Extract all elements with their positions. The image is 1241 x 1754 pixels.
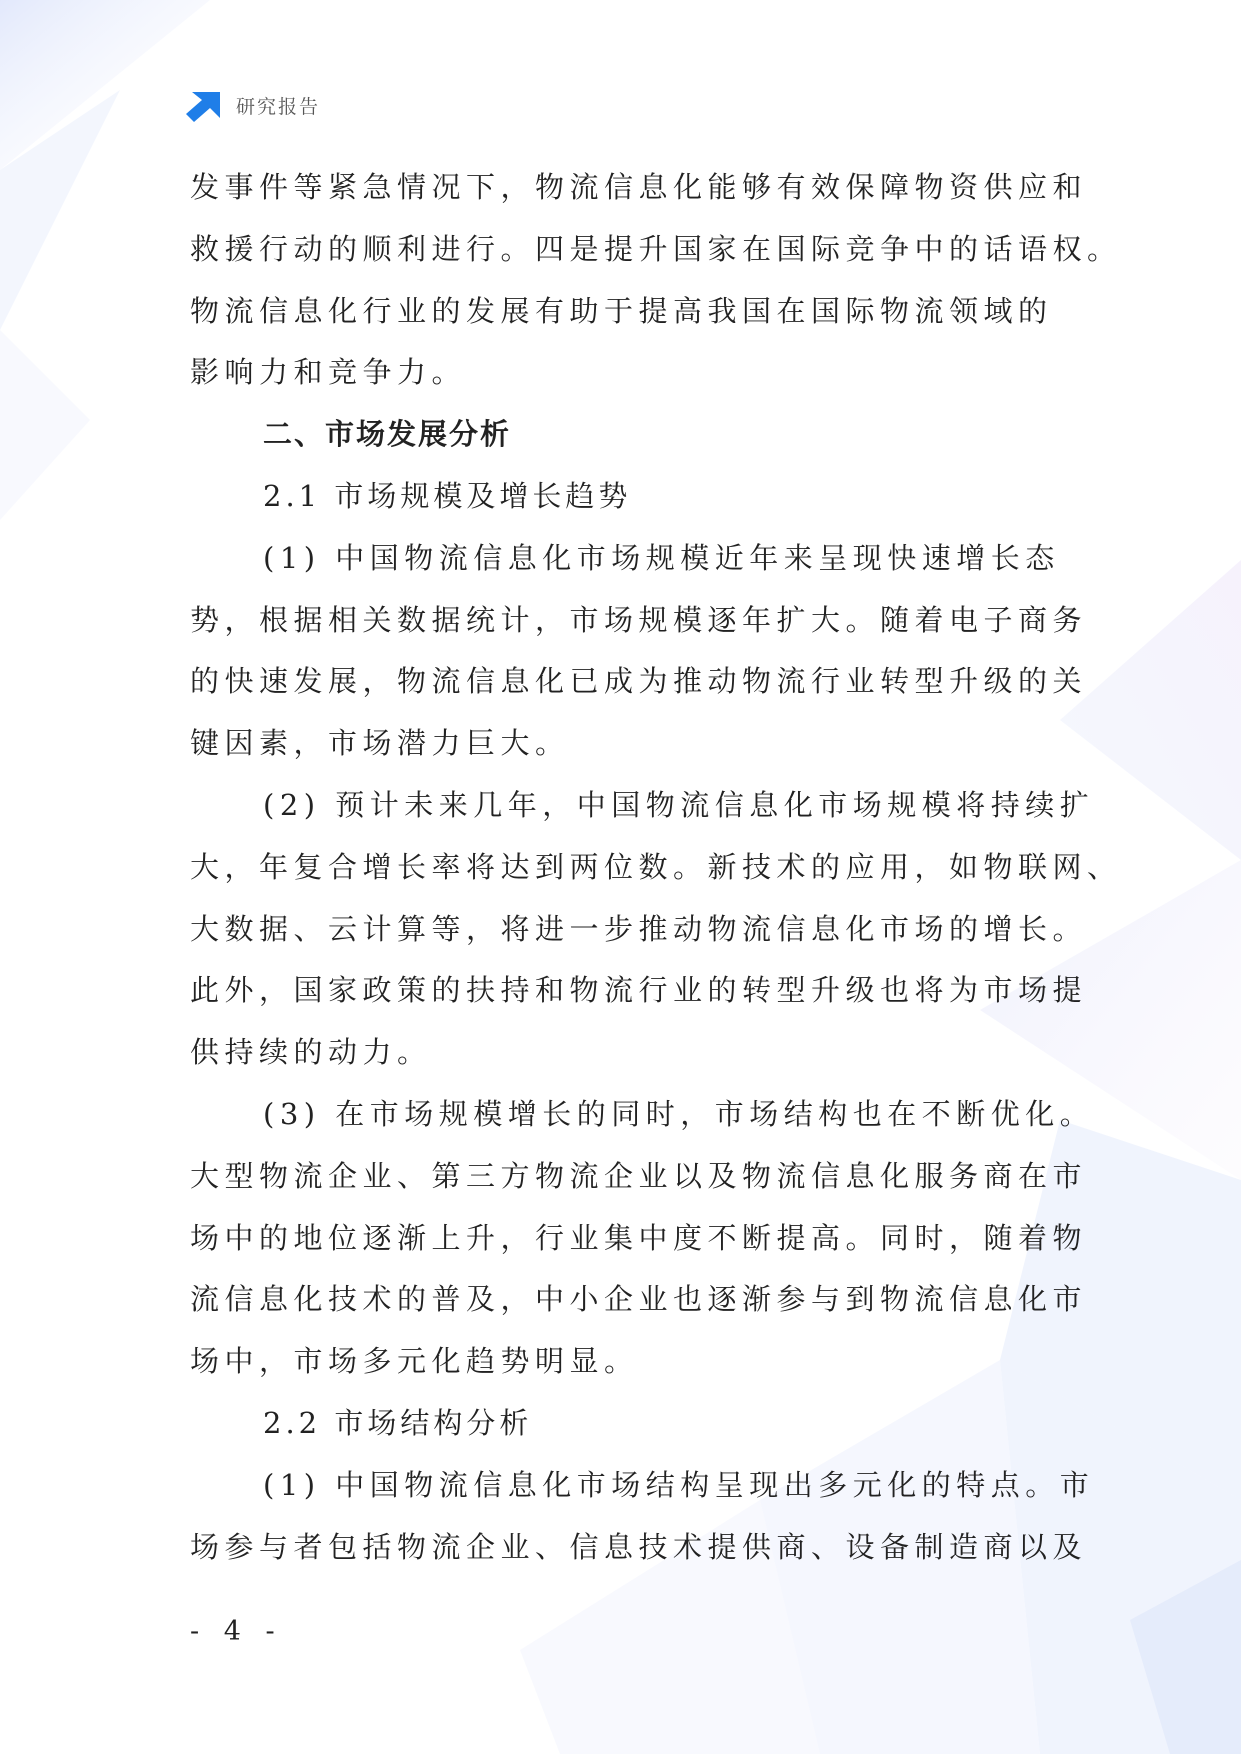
paragraph-line: 供持续的动力。 bbox=[190, 1035, 432, 1070]
paragraph-line: 场中，市场多元化趋势明显。 bbox=[190, 1344, 639, 1379]
paragraph-line: (2) 预计未来几年，中国物流信息化市场规模将持续扩 bbox=[263, 787, 1095, 822]
paragraph-line: 救援行动的顺利进行。四是提升国家在国际竞争中的话语权。 bbox=[190, 231, 1122, 266]
paragraph-line: 大型物流企业、第三方物流企业以及物流信息化服务商在市 bbox=[190, 1158, 1088, 1193]
paragraph-line: 键因素，市场潜力巨大。 bbox=[190, 726, 570, 761]
document-body bbox=[190, 157, 1122, 1578]
paragraph-line: 物流信息化行业的发展有助于提高我国在国际物流领域的 bbox=[190, 293, 1053, 328]
arrow-up-right-icon bbox=[186, 88, 222, 122]
paragraph-line: (1) 中国物流信息化市场规模近年来呈现快速增长态 bbox=[263, 540, 1060, 575]
section-heading: 二、市场发展分析 bbox=[263, 417, 512, 452]
paragraph-line: 场参与者包括物流企业、信息技术提供商、设备制造商以及 bbox=[190, 1529, 1088, 1564]
paragraph-line: (1) 中国物流信息化市场结构呈现出多元化的特点。市 bbox=[263, 1467, 1095, 1502]
paragraph-line: 势，根据相关数据统计，市场规模逐年扩大。随着电子商务 bbox=[190, 602, 1088, 637]
paragraph-line: 的快速发展，物流信息化已成为推动物流行业转型升级的关 bbox=[190, 664, 1088, 699]
paragraph-line: 场中的地位逐渐上升，行业集中度不断提高。同时，随着物 bbox=[190, 1220, 1088, 1255]
paragraph-line: 流信息化技术的普及，中小企业也逐渐参与到物流信息化市 bbox=[190, 1282, 1088, 1317]
subsection-heading: 2.2 市场结构分析 bbox=[263, 1405, 533, 1440]
paragraph-line: 此外，国家政策的扶持和物流行业的转型升级也将为市场提 bbox=[190, 973, 1088, 1008]
page-number: - 4 - bbox=[190, 1616, 283, 1647]
paragraph-line: 发事件等紧急情况下，物流信息化能够有效保障物资供应和 bbox=[190, 170, 1088, 204]
paragraph-line: 影响力和竞争力。 bbox=[190, 355, 467, 390]
paragraph-line: 大数据、云计算等，将进一步推动物流信息化市场的增长。 bbox=[190, 911, 1088, 946]
header-title: 研究报告 bbox=[236, 95, 321, 118]
paragraph-line: 大，年复合增长率将达到两位数。新技术的应用，如物联网、 bbox=[190, 849, 1122, 884]
paragraph-line: (3) 在市场规模增长的同时，市场结构也在不断优化。 bbox=[263, 1096, 1095, 1131]
report-header bbox=[186, 88, 320, 122]
subsection-heading: 2.1 市场规模及增长趋势 bbox=[263, 478, 632, 513]
